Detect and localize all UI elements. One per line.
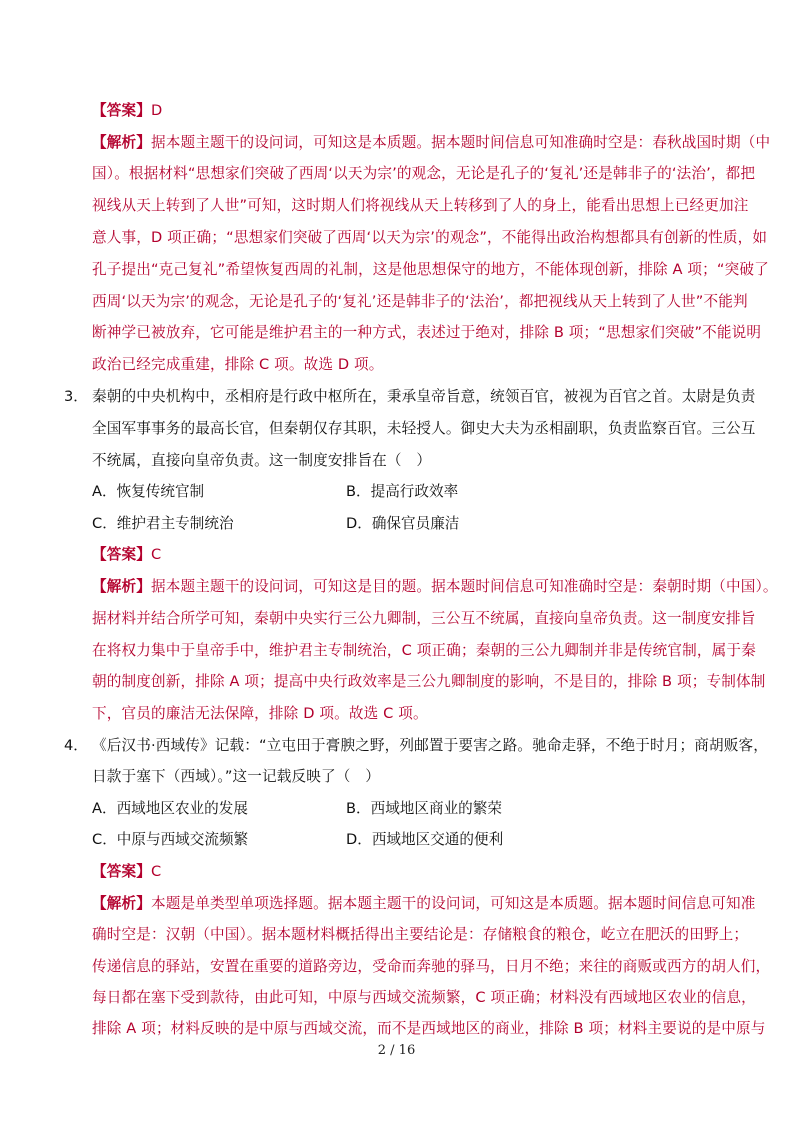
q3-answer (92, 545, 161, 565)
q2-analysis-line: 政治已经完成重建，排除 C 项。故选 D 项。 (92, 356, 384, 373)
q3-stem-line: 不统属，直接向皇帝负责。这一制度安排旨在（ ） (92, 452, 432, 469)
q4-option-c: C．中原与西域交流频繁 (92, 831, 249, 848)
q4-analysis-line: 每日都在塞下受到款待，由此可知，中原与西域交流频繁，C 项正确；材料没有西域地区农业的信息， (92, 989, 756, 1006)
question-number: 4． (64, 737, 88, 754)
q4-option-d: D．西域地区交通的便利 (346, 831, 504, 848)
q3-analysis-line (92, 577, 778, 597)
q3-analysis-line: 据材料并结合所学可知，秦朝中央实行三公九卿制，三公互不统属，直接向皇帝负责。这一制度安排旨 (92, 610, 756, 627)
answer-tag: 【答案】 (92, 863, 151, 880)
q3-option-b: B．提高行政效率 (346, 483, 459, 500)
q4-analysis-line: 确时空是：汉朝（中国）。据本题材料概括得出主要结论是：存储粮食的粮仓，屹立在肥沃的田野上； (92, 926, 749, 943)
q4-stem-line: 日款于塞下（西域）。”这一记载反映了（ ） (92, 768, 380, 785)
analysis-text: 据本题主题干的设问词，可知这是目的题。据本题时间信息可知准确时空是：秦朝时期（中国）。 (150, 578, 778, 595)
analysis-text: 本题是单类型单项选择题。据本题主题干的设问词，可知这是本质题。据本题时间信息可知准 (150, 895, 756, 912)
q3-stem-line: 秦朝的中央机构中，丞相府是行政中枢所在，秉承皇帝旨意，统领百官，被视为百官之首。太尉是负责 (92, 388, 756, 405)
q2-analysis-line: 孔子提出“克己复礼”希望恢复西周的礼制，这是他思想保守的地方，不能体现创新，排除 A 项；“突破了 (92, 261, 769, 278)
q3-stem-line: 全国军事事务的最高长官，但秦朝仅存其职，未轻授人。御史大夫为丞相副职，负责监察百官。三公互 (92, 420, 756, 437)
answer-tag: 【答案】 (92, 102, 151, 119)
q4-stem-line: 《后汉书·西域传》记载：“立屯田于膏腴之野，列邮置于要害之路。驰命走驿，不绝于时月；商胡贩客， (92, 737, 768, 754)
q2-analysis-line (92, 133, 770, 153)
answer-value: C (150, 863, 162, 880)
analysis-text: 据本题主题干的设问词，可知这是本质题。据本题时间信息可知准确时空是：春秋战国时期（中 (150, 134, 771, 151)
q3-option-c: C．维护君主专制统治 (92, 515, 234, 532)
q4-answer (92, 862, 161, 882)
q3-analysis-line: 在将权力集中于皇帝手中，维护君主专制统治，C 项正确；秦朝的三公九卿制并非是传统官制，属于秦 (92, 642, 756, 659)
analysis-tag: 【解析】 (92, 895, 151, 912)
q4-analysis-line (92, 894, 755, 914)
answer-value: C (150, 546, 162, 563)
page-number: 2 / 16 (377, 1043, 416, 1058)
q3-analysis-line: 下，官员的廉洁无法保障，排除 D 项。故选 C 项。 (92, 705, 428, 722)
q4-option-b: B．西域地区商业的繁荣 (346, 800, 502, 817)
analysis-tag: 【解析】 (92, 134, 151, 151)
q2-analysis-line: 西周‘以天为宗’的观念，无论是孔子的‘复礼’还是韩非子的‘法治’，都把视线从天上转到了人世”不能判 (92, 293, 748, 310)
q2-analysis-line: 意人事，D 项正确；“思想家们突破了西周‘以天为宗’的观念”，不能得出政治构想都具有创新的性质，如 (92, 229, 768, 246)
q3-option-a: A．恢复传统官制 (92, 483, 205, 500)
answer-tag: 【答案】 (92, 546, 151, 563)
q4-option-a: A．西域地区农业的发展 (92, 800, 248, 817)
answer-value: D (150, 102, 163, 119)
analysis-tag: 【解析】 (92, 578, 151, 595)
q2-analysis-line: 国）。根据材料“思想家们突破了西周‘以天为宗’的观念，无论是孔子的‘复礼’还是韩非子的‘法治’，都把 (92, 165, 756, 182)
q4-analysis-line: 传递信息的驿站，安置在重要的道路旁边，受命而奔驰的驿马，日月不绝；来往的商贩或西方的胡人们， (92, 958, 771, 975)
q3-option-d: D．确保官员廉洁 (346, 515, 460, 532)
q2-analysis-line: 视线从天上转到了人世”可知，这时期人们将视线从天上转移到了人的身上，能看出思想上已经更加注 (92, 197, 749, 214)
q3-analysis-line: 朝的制度创新，排除 A 项；提高中央行政效率是三公九卿制度的影响，不是目的，排除 B 项；专制体制 (92, 673, 766, 690)
q2-analysis-line: 断神学已被放弃，它可能是维护君主的一种方式，表述过于绝对，排除 B 项；“思想家们突破”不能说明 (92, 324, 762, 341)
question-number: 3． (64, 388, 88, 405)
q2-answer (92, 101, 162, 121)
q4-analysis-line: 排除 A 项；材料反映的是中原与西域交流，而不是西域地区的商业，排除 B 项；材料主要说的是中原与 (92, 1020, 766, 1037)
